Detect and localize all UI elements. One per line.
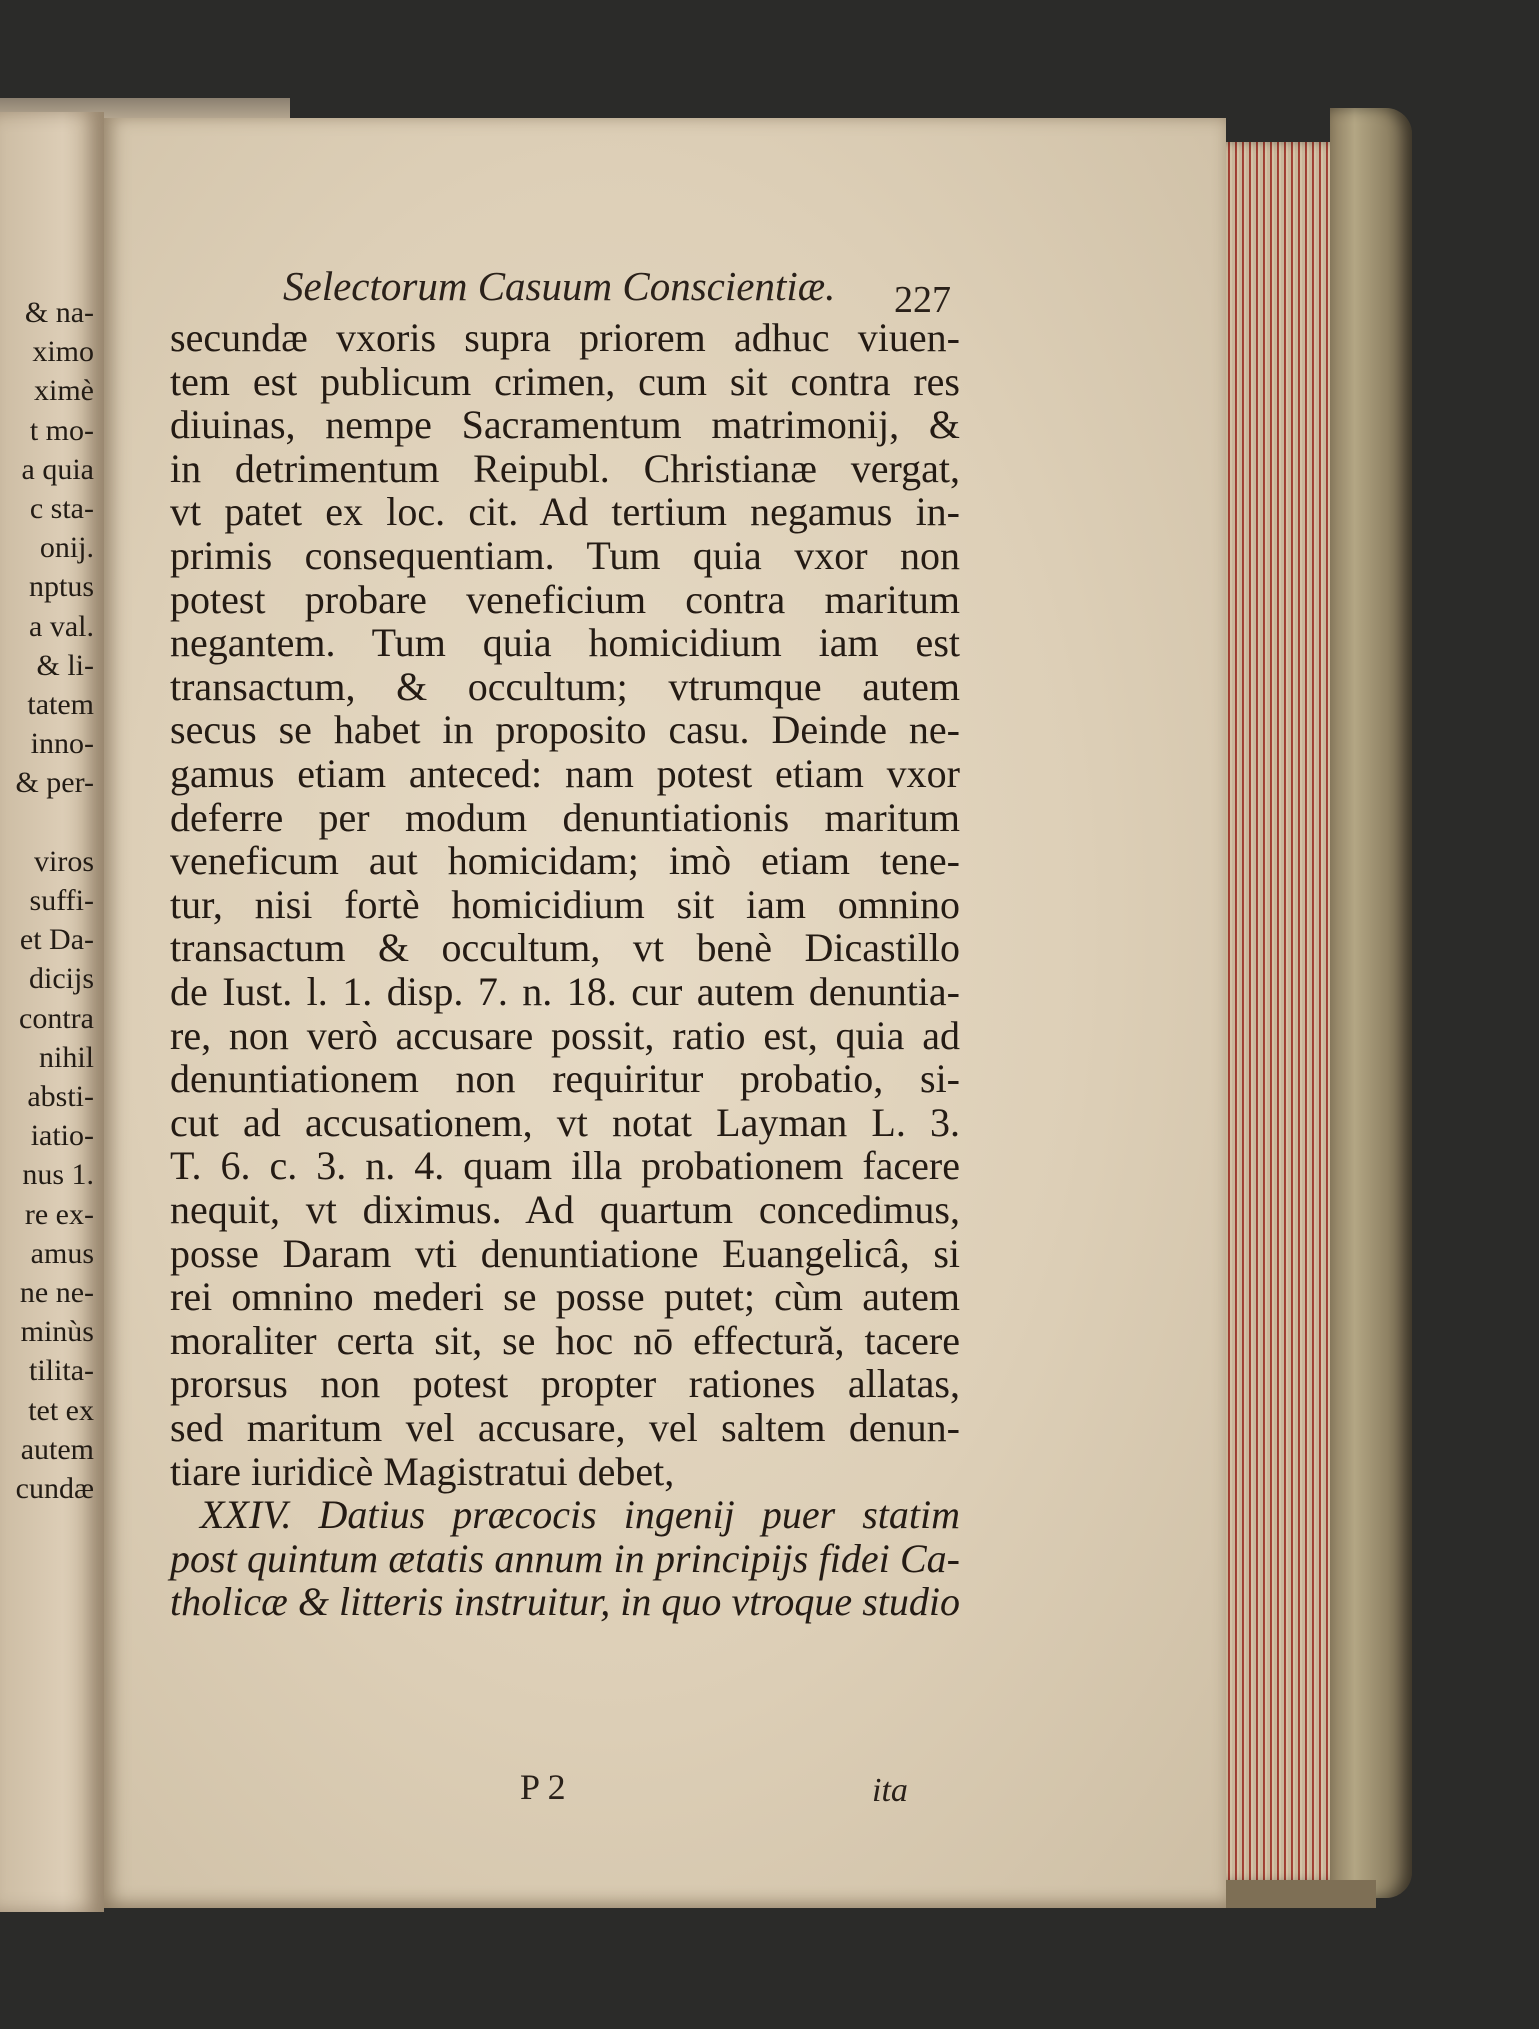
text-line: sed maritum vel accusare, vel saltem denun- xyxy=(170,1405,960,1450)
text-line: moraliter certa sit, se hoc nō effectură, tacere xyxy=(170,1317,960,1363)
left-page-line: ne ne- xyxy=(19,1276,94,1309)
left-page-line: tet ex xyxy=(28,1393,94,1427)
left-page-line: c sta- xyxy=(29,492,94,525)
left-page-line: absti- xyxy=(27,1080,94,1113)
left-page-line: inno- xyxy=(30,727,94,761)
left-page-line: minùs xyxy=(20,1315,94,1349)
text-line: transactum, & occultum; vtrumque autem xyxy=(170,663,960,709)
text-line: de Iust. l. 1. disp. 7. n. 18. cur autem denuntia- xyxy=(170,969,960,1014)
left-page-line: contra xyxy=(19,1001,94,1035)
text-line: secundæ vxoris supra priorem adhuc viuen- xyxy=(170,315,960,360)
text-line: primis consequentiam. Tum quia vxor non xyxy=(170,533,960,578)
text-line: diuinas, nempe Sacramentum matrimonij, & xyxy=(170,402,960,448)
left-page-line: t mo- xyxy=(29,413,94,447)
text-line: T. 6. c. 3. n. 4. quam illa probationem facere xyxy=(170,1143,960,1189)
left-page-line: suffi- xyxy=(29,884,94,917)
text-line: secus se habet in proposito casu. Deinde ne- xyxy=(170,707,960,753)
left-page-line: amus xyxy=(30,1236,94,1270)
text-line: transactum & occultum, vt benè Dicastillo xyxy=(170,925,960,971)
left-page-line: & na- xyxy=(24,296,94,329)
left-page-line: re ex- xyxy=(24,1197,94,1231)
signature-mark: P 2 xyxy=(520,1767,566,1807)
left-page-line: tatem xyxy=(27,688,94,721)
left-page-line: cundæ xyxy=(15,1472,94,1505)
text-line: tur, nisi fortè homicidium sit iam omnino xyxy=(170,881,960,927)
left-page-line: ximo xyxy=(32,335,94,369)
text-line: in detrimentum Reipubl. Christianæ vergat, xyxy=(170,445,960,491)
running-head: Selectorum Casuum Conscientiæ. xyxy=(283,263,836,309)
page-number: 227 xyxy=(894,279,951,321)
text-line: denuntiationem non requiritur probatio, si- xyxy=(170,1056,960,1102)
left-page-line: nus 1. xyxy=(22,1158,94,1192)
left-page-line: dicijs xyxy=(29,962,94,996)
left-facing-page xyxy=(0,112,104,1912)
left-page-line: iatio- xyxy=(30,1119,94,1153)
text-line: re, non verò accusare possit, ratio est, quia ad xyxy=(170,1012,960,1058)
left-page-line: viros xyxy=(34,844,94,878)
text-line: rei omnino mederi se posse putet; cùm autem xyxy=(170,1274,960,1320)
left-page-line: tilita- xyxy=(29,1354,94,1388)
text-line: negantem. Tum quia homicidium iam est xyxy=(170,620,960,666)
left-page-line: et Da- xyxy=(19,923,94,957)
text-line: tholicæ & litteris instruitur, in quo vtroque studio xyxy=(170,1579,960,1625)
text-line: deferre per modum denuntiationis maritum xyxy=(170,794,960,840)
book-cover-edge xyxy=(1330,108,1412,1898)
left-page-line: ximè xyxy=(34,374,94,408)
left-page-line: a val. xyxy=(29,609,94,643)
text-line: tem est publicum crimen, cum sit contra res xyxy=(170,358,960,404)
text-line: posse Daram vti denuntiatione Euangelicâ, si xyxy=(170,1230,960,1276)
text-line: gamus etiam anteced: nam potest etiam vxor xyxy=(170,751,960,796)
text-line: post quintum ætatis annum in principijs fidei Ca- xyxy=(170,1535,960,1581)
left-page-line: & li- xyxy=(36,648,94,682)
left-page-line: nptus xyxy=(28,570,94,604)
text-line: vt patet ex loc. cit. Ad tertium negamus in- xyxy=(170,489,960,535)
left-page-line: & per- xyxy=(15,766,94,800)
left-page-line: onij. xyxy=(39,531,94,565)
text-line: potest probare veneficium contra maritum xyxy=(170,576,960,622)
text-line: prorsus non potest propter rationes allatas, xyxy=(170,1361,960,1407)
left-page-line: a quia xyxy=(21,452,94,486)
text-line: veneficum aut homicidam; imò etiam tene- xyxy=(170,838,960,884)
text-line: cut ad accusationem, vt notat Layman L. 3. xyxy=(170,1099,960,1145)
text-line: XXIV. Datius præcocis ingenij puer statim xyxy=(200,1492,960,1538)
book-cover-bottom xyxy=(1226,1880,1376,1908)
text-line: nequit, vt diximus. Ad quartum concedimus, xyxy=(170,1187,960,1232)
left-page-line: nihil xyxy=(38,1040,94,1074)
text-line: tiare iuridicè Magistratui debet, xyxy=(170,1448,675,1494)
left-page-line: autem xyxy=(20,1432,94,1466)
catchword: ita xyxy=(872,1772,908,1809)
